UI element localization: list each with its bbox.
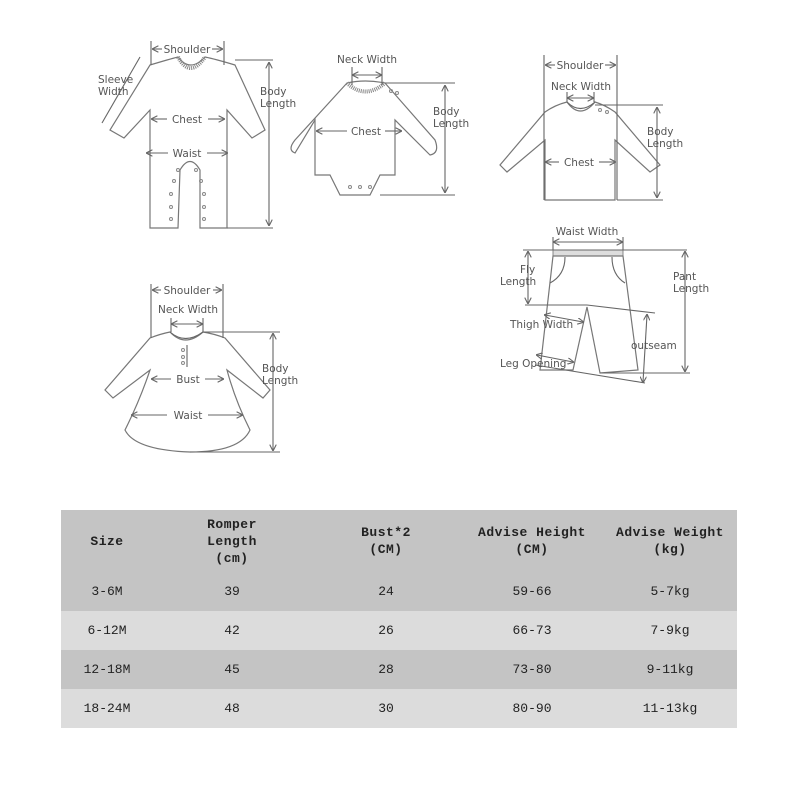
top-neck-label: Neck Width [550,81,612,93]
cell-size: 12-18M [83,662,131,677]
pants-outseam-label: outseam [631,340,677,352]
pants-waist-label: Waist Width [555,226,619,238]
cell-romper-length: 48 [224,701,240,716]
header-advise-weight: Advise Weight (kg) [616,525,724,557]
cell-bust: 24 [378,584,394,599]
top-body-length-label-2: Length [647,138,684,150]
bodysuit-body-length-label-2: Length [433,118,470,130]
romper-body-length-label-1: Body [260,86,287,98]
cell-size: 18-24M [83,701,131,716]
dress-bust-label: Bust [176,374,200,386]
cell-bust: 28 [378,662,394,677]
romper-waist-label: Waist [172,148,202,160]
dress-body-length-label-1: Body [262,363,289,375]
header-advise-height: Advise Height (CM) [478,525,586,557]
bodysuit-neck-label: Neck Width [336,54,398,66]
cell-romper-length: 39 [224,584,240,599]
cell-romper-length: 45 [224,662,240,677]
top-shoulder-label: Shoulder [556,60,604,72]
cell-weight: 5-7kg [650,584,690,599]
cell-height: 59-66 [512,584,552,599]
bodysuit-body-length-label-1: Body [433,106,460,118]
bodysuit-chest-label: Chest [350,126,382,138]
romper-body-length-label-2: Length [260,98,297,110]
romper-shoulder-label: Shoulder [163,44,211,56]
cell-height: 73-80 [512,662,552,677]
cell-size: 6-12M [87,623,127,638]
top-body-length-label-1: Body [647,126,674,138]
dress-diagram [95,280,310,455]
cell-size: 3-6M [91,584,123,599]
table-row [61,689,737,728]
romper-diagram [90,35,297,235]
header-romper-length: Romper Length (cm) [207,516,257,566]
cell-height: 80-90 [512,701,552,716]
cell-bust: 26 [378,623,394,638]
table-row [61,650,737,689]
pants-fly-label-2: Length [500,276,537,288]
pants-diagram [495,215,715,390]
header-size: Size [90,533,124,549]
header-bust: Bust*2 (CM) [361,525,411,557]
cell-weight: 9-11kg [646,662,694,677]
cell-romper-length: 42 [224,623,240,638]
pants-fly-label-1: Fly [520,264,536,276]
dress-neck-label: Neck Width [157,304,219,316]
romper-sleeve-label-1: Sleeve [98,74,134,86]
cell-bust: 30 [378,701,394,716]
romper-chest-label: Chest [171,114,203,126]
table-row [61,611,737,650]
top-chest-label: Chest [563,157,595,169]
dress-shoulder-label: Shoulder [163,285,211,297]
pants-length-label-2: Length [673,283,710,295]
pants-leg-opening-label: Leg Opening [500,358,567,370]
bodysuit-diagram [285,45,475,205]
cell-weight: 7-9kg [650,623,690,638]
dress-body-length-label-2: Length [262,375,299,387]
cell-weight: 11-13kg [642,701,698,716]
dress-waist-label: Waist [173,410,203,422]
size-chart-table [61,510,737,728]
table-header-row [61,510,737,572]
top-diagram [495,50,695,210]
pants-length-label-1: Pant [673,271,697,283]
pants-thigh-label: Thigh Width [510,319,574,331]
cell-height: 66-73 [512,623,552,638]
table-row [61,572,737,611]
romper-sleeve-label-2: Width [98,86,129,98]
